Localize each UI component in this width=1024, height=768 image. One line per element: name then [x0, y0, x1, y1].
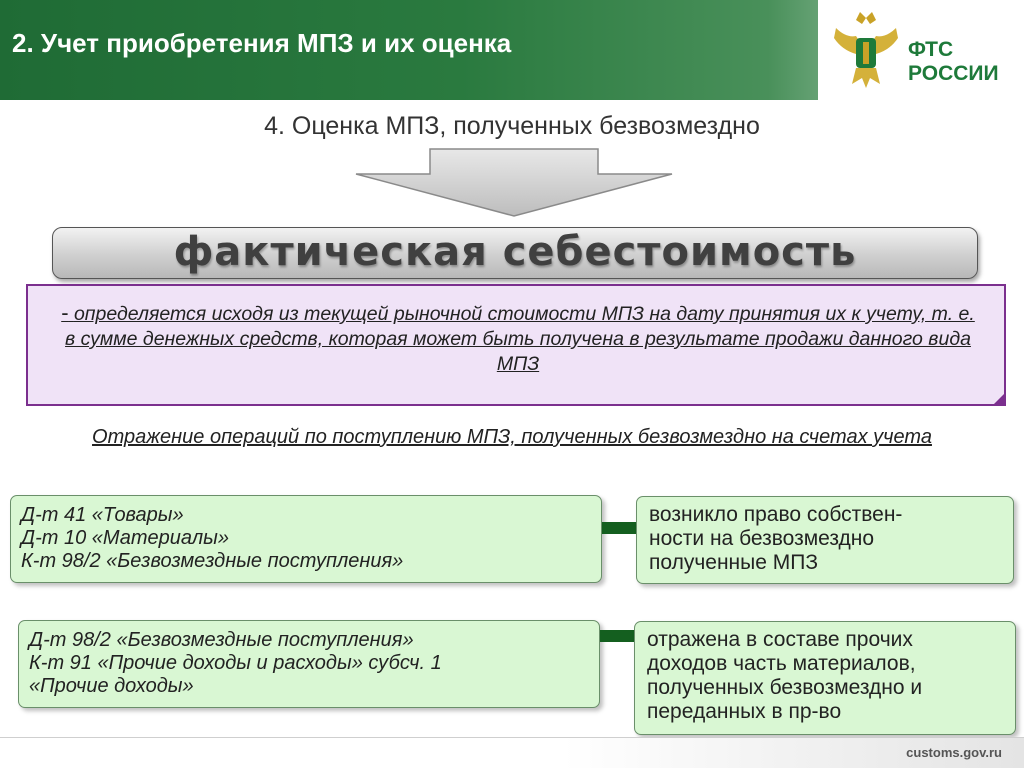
meaning-line: полученные МПЗ [649, 551, 819, 574]
folded-corner [992, 392, 1006, 406]
valuation-term-banner [52, 227, 978, 279]
account-line: «Прочие доходы» [29, 675, 194, 697]
logo-text [908, 38, 999, 86]
down-arrow-icon [354, 148, 674, 218]
logo-line-2: РОССИИ [908, 62, 999, 85]
section-subtitle: 4. Оценка МПЗ, полученных безвозмездно [264, 112, 760, 140]
footer-bar [0, 737, 1024, 768]
entry-2-accounts [18, 620, 600, 708]
entry-2-connector [600, 630, 634, 642]
account-line: Д-т 10 «Материалы» [21, 527, 229, 549]
entry-1-meaning [636, 496, 1014, 584]
slide-title: 2. Учет приобретения МПЗ и их оценка [12, 28, 512, 58]
valuation-term: фактическая себестоимость [173, 229, 857, 275]
account-line: Д-т 98/2 «Безвозмездные поступления» [29, 629, 414, 651]
definition-box [26, 284, 1006, 406]
account-line: К-т 98/2 «Безвозмездные поступления» [21, 550, 404, 572]
logo-line-1: ФТС [908, 38, 954, 61]
definition-dash: - [61, 300, 69, 325]
meaning-line: переданных в пр-во [647, 700, 842, 723]
entry-2-meaning [634, 621, 1016, 735]
account-line: Д-т 41 «Товары» [21, 504, 184, 526]
entry-1-accounts [10, 495, 602, 583]
meaning-line: возникло право собствен- [649, 503, 903, 526]
definition-text [58, 300, 978, 377]
account-line: К-т 91 «Прочие доходы и расходы» субсч. 1 [29, 652, 442, 674]
meaning-line: доходов часть материалов, [647, 652, 916, 675]
double-headed-eagle-emblem-icon [826, 8, 906, 92]
meaning-line: отражена в составе прочих [647, 628, 913, 651]
meaning-line: ности на безвозмездно [649, 527, 875, 550]
meaning-line: полученных безвозмездно и [647, 676, 923, 699]
fts-logo [818, 0, 1024, 100]
definition-body: определяется исходя из текущей рыночной стоимости МПЗ на дату принятия их к учету, т. е. в сумме денежных средств, которая может быть получена в результате продажи данного вида МПЗ [65, 303, 975, 375]
footer-url: customs.gov.ru [906, 745, 1002, 760]
entry-1-connector [602, 522, 636, 534]
operations-title: Отражение операций по поступлению МПЗ, полученных безвозмездно на счетах учета [92, 426, 932, 448]
